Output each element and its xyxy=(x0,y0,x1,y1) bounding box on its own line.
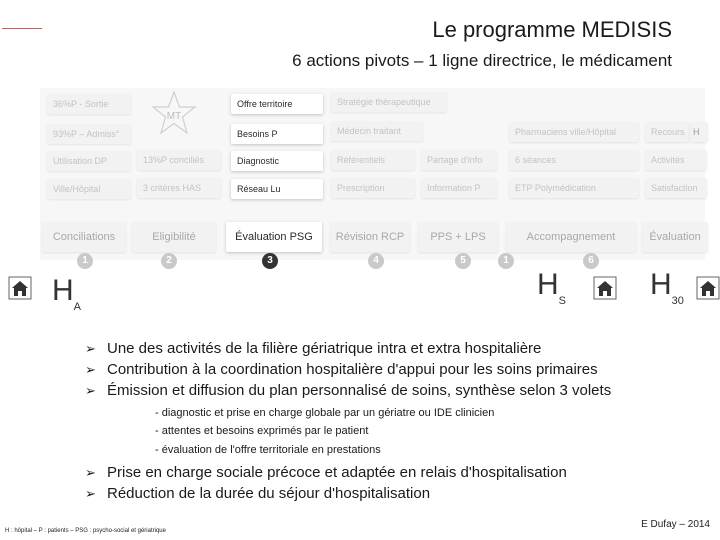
cell-recours-h: H xyxy=(690,122,708,142)
step-number-6: 6 xyxy=(583,253,599,269)
page-title: Le programme MEDISIS xyxy=(432,17,672,42)
sub-bullet-2: - attentes et besoins exprimés par le patient xyxy=(155,425,369,437)
home-icon-left xyxy=(8,276,32,300)
stage-eligibilite: Eligibilité xyxy=(132,222,216,252)
cell-pharmaciens: Pharmaciens ville/Hôpital xyxy=(509,122,639,142)
cell-medecin: Médecin traitant xyxy=(331,121,423,141)
cell-utilisation-dp: Utilisation DP xyxy=(47,151,131,171)
stage-accompagnement: Accompagnement xyxy=(506,222,636,252)
cell-diagnostic: Diagnostic xyxy=(231,151,323,171)
bullet-5: ➢ Réduction de la durée du séjour d'hospitalisation xyxy=(85,485,431,502)
cell-conciliés: 13%P conciliés xyxy=(137,150,221,170)
cell-partage-info: Partage d'info xyxy=(421,150,497,170)
page-subtitle: 6 actions pivots – 1 ligne directrice, le médicament xyxy=(292,51,672,70)
hospital-admission-label: $H_A$ xyxy=(52,274,82,313)
hospital-30-label: $H_{30}$ xyxy=(650,268,684,307)
cell-besoins: Besoins P xyxy=(231,124,323,144)
home-icon-right xyxy=(696,276,720,300)
home-icon-middle xyxy=(593,276,617,300)
sub-bullet-1: - diagnostic et prise en charge globale par un gériatre ou IDE clinicien xyxy=(155,407,495,419)
cell-seances: 6 séances xyxy=(509,150,639,170)
cell-ville-hopital: Ville/Hôpital xyxy=(47,179,131,199)
hospital-sortie-label: $H_S$ xyxy=(537,268,567,307)
cell-admission: 93%P – Admiss° xyxy=(47,124,131,144)
step-number-5: 5 xyxy=(455,253,471,269)
cell-activites: Activités xyxy=(645,150,707,170)
cell-recours: Recours xyxy=(645,122,689,142)
stage-conciliations: Conciliations xyxy=(42,222,126,252)
arrow-bullet-icon: ➢ xyxy=(85,486,96,501)
bullet-3: ➢ Émission et diffusion du plan personnalisé de soins, synthèse selon 3 volets xyxy=(85,382,612,399)
star-label: MT xyxy=(166,111,182,122)
stage-pps-lps: PPS + LPS xyxy=(418,222,498,252)
arrow-bullet-icon: ➢ xyxy=(85,362,96,377)
cell-reseau: Réseau Lu xyxy=(231,179,323,199)
bullet-2: ➢ Contribution à la coordination hospitalière d'appui pour les soins primaires xyxy=(85,361,598,378)
arrow-bullet-icon: ➢ xyxy=(85,383,96,398)
star-icon xyxy=(151,90,197,136)
step-number-3: 3 xyxy=(262,253,278,269)
cell-satisfaction: Satisfaction xyxy=(645,178,707,198)
cell-offre-territoire: Offre territoire xyxy=(231,94,323,114)
step-number-2: 2 xyxy=(161,253,177,269)
logo-bar xyxy=(2,28,42,30)
footer-author: E Dufay – 2014 xyxy=(641,519,710,530)
cell-sortie: 36%P - Sortie xyxy=(47,94,131,114)
step-number-1b: 1 xyxy=(498,253,514,269)
step-number-1: 1 xyxy=(77,253,93,269)
stage-evaluation-psg: Évaluation PSG xyxy=(226,222,322,252)
step-number-4: 4 xyxy=(368,253,384,269)
cell-referentiels: Référentiels xyxy=(331,150,415,170)
cell-prescription: Prescription xyxy=(331,178,415,198)
bullet-4: ➢ Prise en charge sociale précoce et adaptée en relais d'hospitalisation xyxy=(85,464,567,481)
cell-etp: ETP Polymédication xyxy=(509,178,639,198)
cell-information: Information P xyxy=(421,178,497,198)
arrow-bullet-icon: ➢ xyxy=(85,341,96,356)
stage-evaluation: Évaluation xyxy=(642,222,708,252)
sub-bullet-3: - évaluation de l'offre territoriale en prestations xyxy=(155,444,381,456)
footer-legend: H : hôpital – P : patients – PSG : psycho-social et gériatrique xyxy=(5,528,166,534)
arrow-bullet-icon: ➢ xyxy=(85,465,96,480)
cell-criteres-has: 3 critères HAS xyxy=(137,178,221,198)
hospital-logo xyxy=(2,2,46,48)
cell-strategie: Stratégie thérapeutique xyxy=(331,92,447,112)
stage-revision-rcp: Révision RCP xyxy=(330,222,410,252)
bullet-1: ➢ Une des activités de la filière gériatrique intra et extra hospitalière xyxy=(85,340,542,357)
